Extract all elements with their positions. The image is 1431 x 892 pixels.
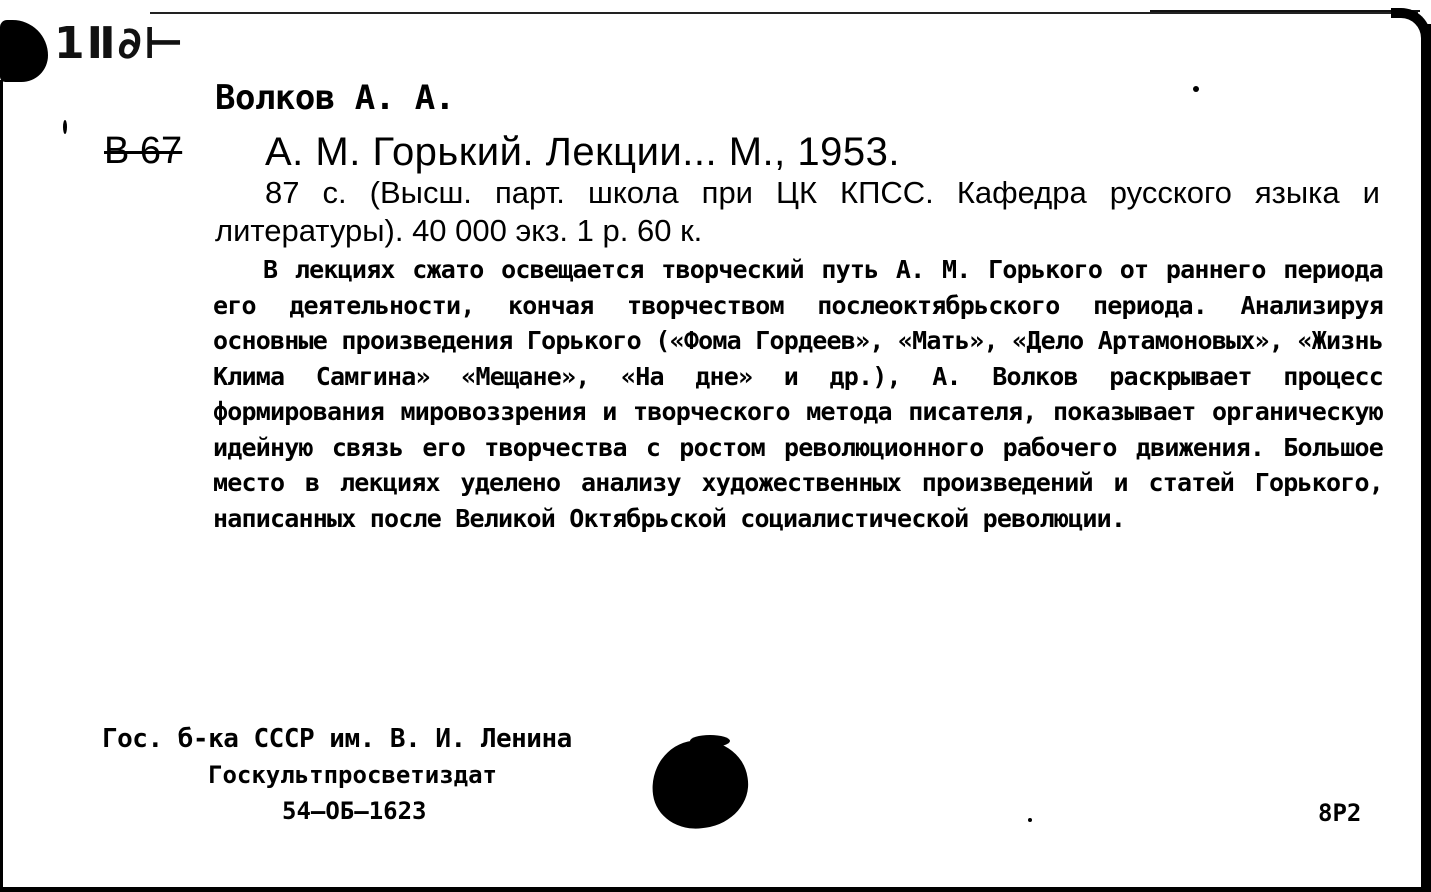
card-top-edge xyxy=(150,12,1418,14)
author-heading: Волков А. А. xyxy=(215,78,455,118)
ink-speck xyxy=(63,120,67,134)
print-code: 54—ОБ—1623 xyxy=(282,797,427,825)
annotation-text: В лекциях сжато освещается творческий путь А. М. Горького от раннего периода его деятельности, кончая творчеством послеоктябрьского периода. Анализируя основные произведения Горького («Фома Гордеев», «Мать», «Дело Артамоновых», «Жизнь Клима Самгина» «Мещане», «На дне» и др.), А. Волков раскрывает процесс формирования мировоззрения и творческого метода писателя, показывает органическую идейную связь его творчества с ростом революционного рабочего движения. Большое место в лекциях уделено анализу художественных произведений и статей Горького, написанных после Великой Октябрьской социалистической революции. xyxy=(213,255,1383,533)
handwritten-corner-mark xyxy=(2,14,192,84)
card-right-edge xyxy=(1421,24,1431,892)
ink-speck xyxy=(1028,818,1032,822)
publisher-imprint: Госкультпросветиздат xyxy=(208,761,497,789)
call-number: В 67 xyxy=(104,130,183,172)
title-line: А. М. Горький. Лекции... М., 1953. xyxy=(265,130,900,174)
shelf-code: 8Р2 xyxy=(1318,799,1362,827)
publication-details: 87 с. (Высш. парт. школа при ЦК КПСС. Кафедра русского языка и литературы). 40 000 экз. 1 р. 60 к. xyxy=(215,175,1380,248)
card-left-edge xyxy=(0,80,3,892)
corner-mark-text: 1Ⅱ∂⊢ xyxy=(54,18,186,69)
library-imprint: Гос. б-ка СССР им. В. И. Ленина xyxy=(102,724,572,754)
card-top-edge-dark xyxy=(1150,10,1420,12)
punch-hole xyxy=(646,734,753,835)
ink-speck xyxy=(1193,86,1199,92)
card-bottom-edge xyxy=(0,887,1431,892)
